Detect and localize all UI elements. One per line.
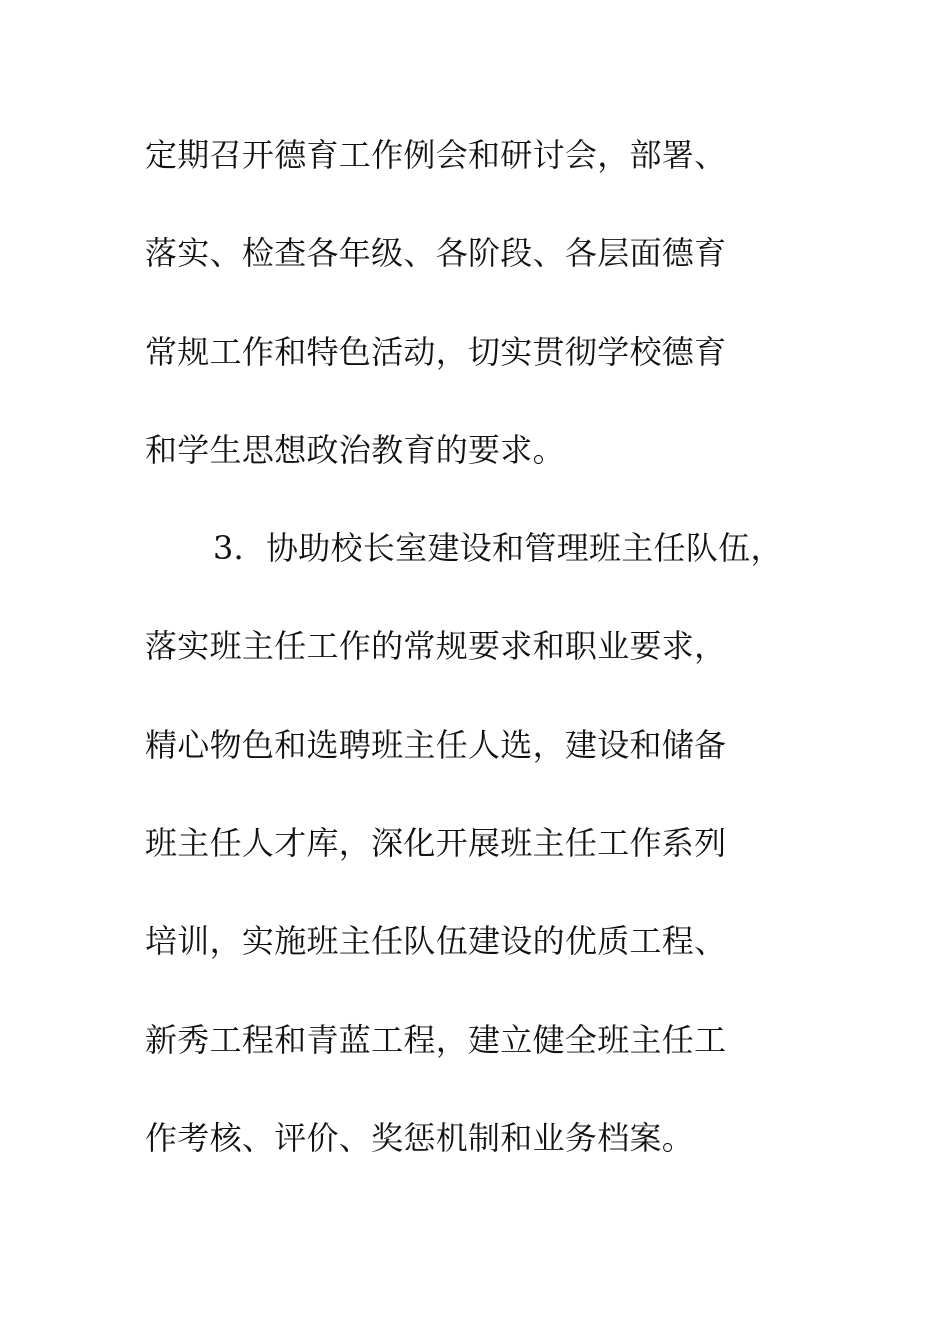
text-line: 落实、检查各年级、各阶段、各层面德育: [145, 234, 727, 273]
text-line: 和学生思想政治教育的要求。: [145, 430, 565, 469]
text-line: 班主任人才库，深化开展班主任工作系列: [145, 824, 727, 863]
body-text: [145, 126, 845, 1207]
text-line: 落实班主任工作的常规要求和职业要求，: [145, 627, 727, 666]
text-line: 新秀工程和青蓝工程，建立健全班主任工: [145, 1020, 727, 1059]
text-line: 作考核、评价、奖惩机制和业务档案。: [145, 1118, 695, 1157]
numbered-item-3-line: 3．协助校长室建设和管理班主任队伍，: [213, 529, 783, 568]
text-line: 定期召开德育工作例会和研讨会，部署、: [145, 136, 727, 174]
text-line: 精心物色和选聘班主任人选，建设和储备: [145, 725, 727, 764]
text-line: 培训，实施班主任队伍建设的优质工程、: [145, 922, 727, 961]
text-line: 常规工作和特色活动，切实贯彻学校德育: [145, 332, 727, 371]
